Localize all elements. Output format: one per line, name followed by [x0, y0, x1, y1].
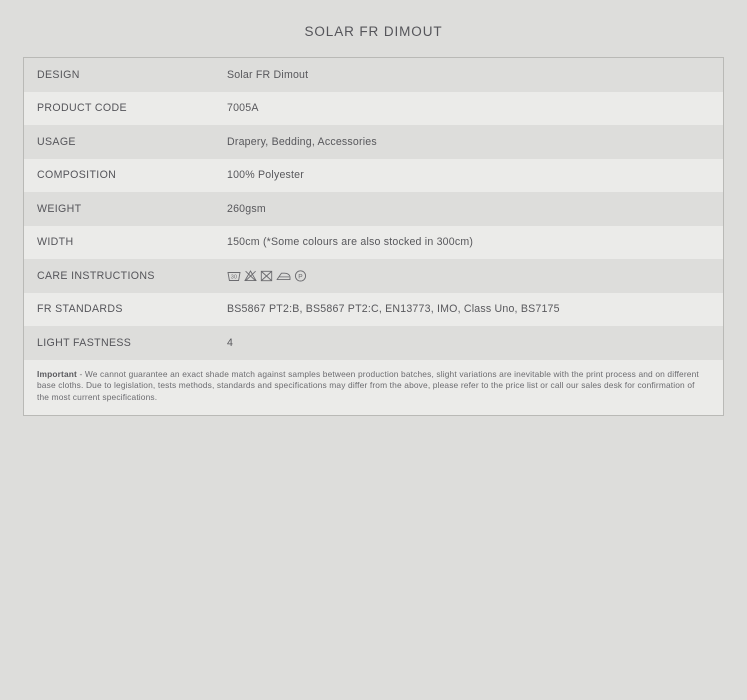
table-row	[24, 192, 723, 226]
dry-clean-p-icon	[294, 269, 307, 282]
do-not-bleach-icon	[244, 269, 257, 282]
table-row	[24, 293, 723, 327]
table-row	[24, 58, 723, 92]
row-label: WIDTH	[37, 236, 74, 249]
row-label: WEIGHT	[37, 202, 82, 215]
row-label: FR STANDARDS	[37, 303, 123, 316]
row-value: 7005A	[227, 102, 259, 115]
row-value: Drapery, Bedding, Accessories	[227, 135, 377, 148]
footnote-text: - We cannot guarantee an exact shade match against samples between production batches, slight variations are inevitable with the print process and on different base cloths. Due to legislation, tests methods, standards and specifications may differ from the above, please refer to the price list or call our sales desk for confirmation of the most current specifications.	[37, 368, 699, 402]
row-value: 4	[227, 336, 234, 349]
row-label: CARE INSTRUCTIONS	[37, 269, 155, 282]
row-value: 100% Polyester	[227, 169, 304, 182]
table-row	[24, 226, 723, 260]
row-value: 150cm (*Some colours are also stocked in 300cm)	[227, 236, 474, 249]
svg-text:P: P	[298, 273, 303, 281]
specification-table	[24, 58, 723, 360]
row-value: 260gsm	[227, 202, 266, 215]
wash-30-icon	[227, 269, 241, 282]
table-row	[24, 159, 723, 193]
row-label: USAGE	[37, 135, 76, 148]
footnote-lead: Important	[37, 368, 77, 379]
care-instruction-icons	[227, 269, 723, 283]
row-value: Solar FR Dimout	[227, 68, 309, 81]
table-row	[24, 259, 723, 293]
specification-card	[23, 57, 724, 416]
iron-icon	[276, 269, 291, 282]
svg-text:30: 30	[230, 274, 238, 281]
row-label: DESIGN	[37, 68, 80, 81]
row-value: BS5867 PT2:B, BS5867 PT2:C, EN13773, IMO, Class Uno, BS7175	[227, 303, 560, 316]
row-label: LIGHT FASTNESS	[37, 336, 132, 349]
table-row	[24, 125, 723, 159]
row-label: PRODUCT CODE	[37, 102, 127, 115]
specification-table-body	[24, 58, 723, 360]
page-title: SOLAR FR DIMOUT	[304, 24, 443, 39]
do-not-tumble-dry-icon	[260, 269, 273, 282]
table-row	[24, 92, 723, 126]
row-value	[227, 259, 723, 293]
table-row	[24, 326, 723, 360]
footnote-disclaimer	[24, 360, 723, 416]
row-label: COMPOSITION	[37, 169, 117, 182]
